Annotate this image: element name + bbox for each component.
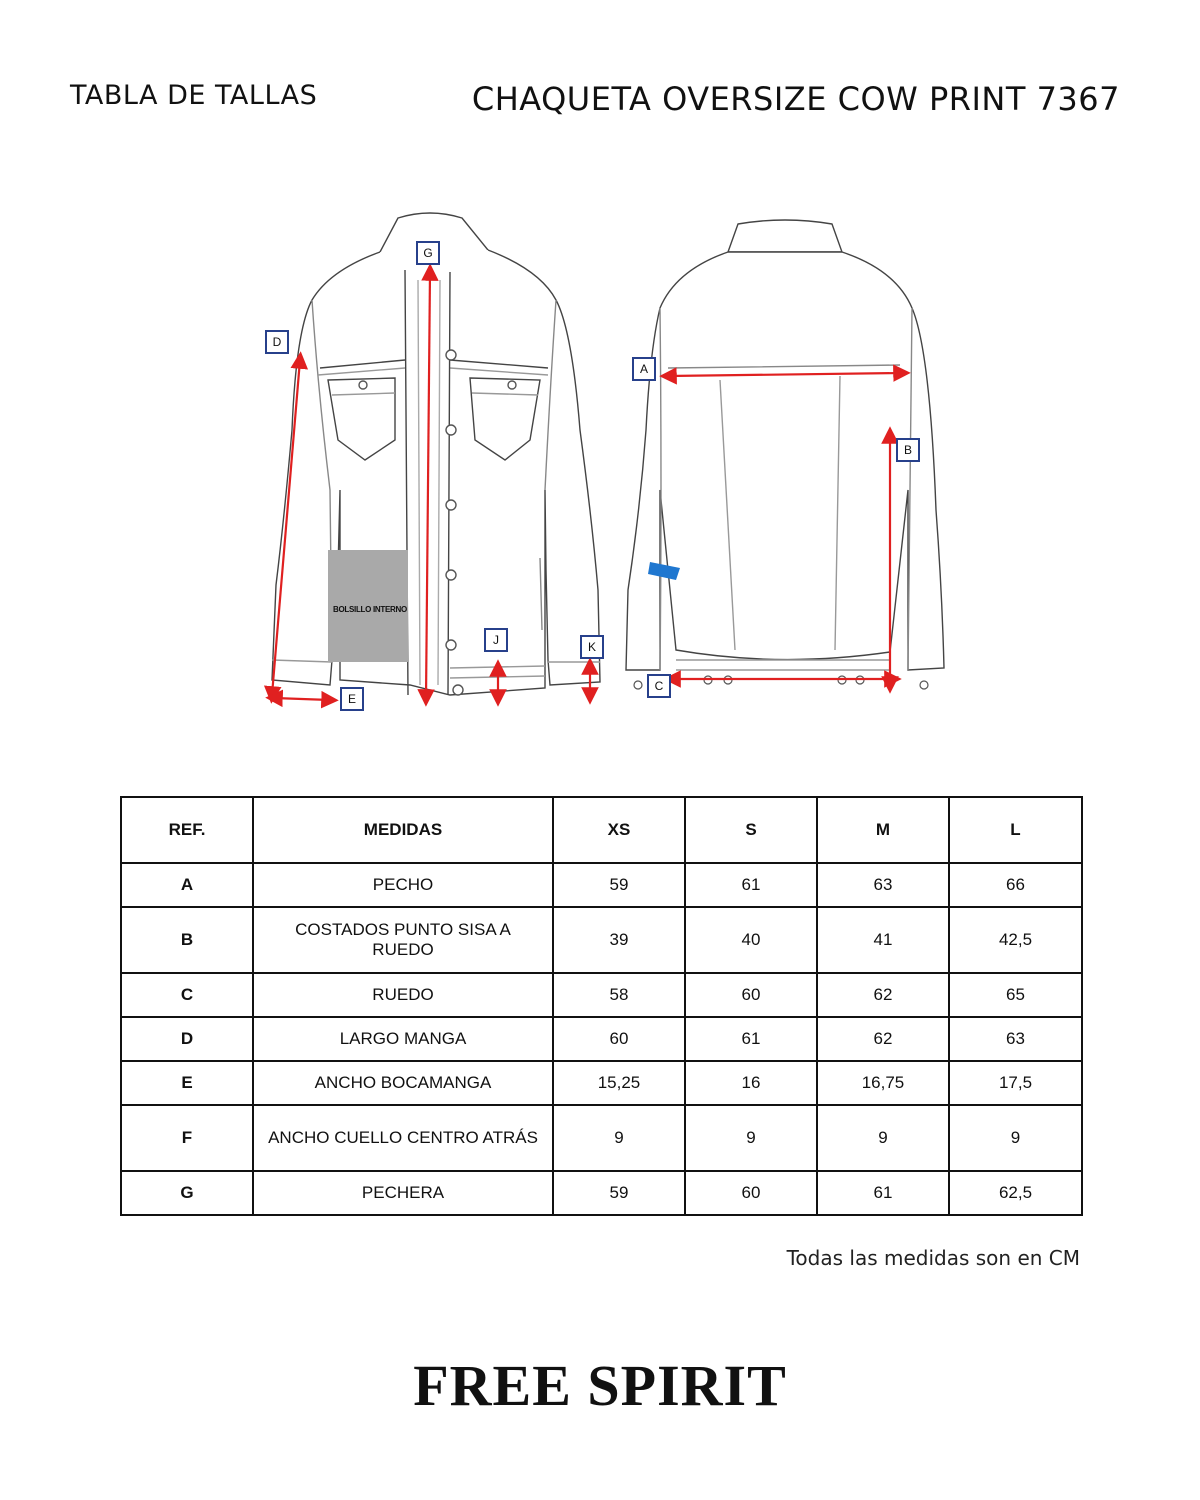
cell-s: 9 (685, 1105, 817, 1171)
header-l: L (949, 797, 1082, 863)
inner-pocket-label: BOLSILLO INTERNO (333, 605, 407, 614)
header-m: M (817, 797, 949, 863)
cell-l: 62,5 (949, 1171, 1082, 1215)
cell-xs: 9 (553, 1105, 685, 1171)
table-row (121, 907, 1082, 973)
cell-xs: 59 (553, 863, 685, 907)
label-a: A (632, 357, 656, 381)
cell-l: 65 (949, 973, 1082, 1017)
label-e: E (340, 687, 364, 711)
cell-s: 60 (685, 1171, 817, 1215)
header-xs: XS (553, 797, 685, 863)
table-row (121, 1171, 1082, 1215)
cell-m: 62 (817, 973, 949, 1017)
cell-ref: E (121, 1061, 253, 1105)
cell-xs: 39 (553, 907, 685, 973)
cell-m: 9 (817, 1105, 949, 1171)
cell-l: 17,5 (949, 1061, 1082, 1105)
brand-logo: FREE SPIRIT (413, 1353, 787, 1418)
label-k: K (580, 635, 604, 659)
table-header-row (121, 797, 1082, 863)
cell-ref: F (121, 1105, 253, 1171)
front-jacket (272, 213, 600, 695)
cell-l: 63 (949, 1017, 1082, 1061)
cell-ref: D (121, 1017, 253, 1061)
cell-xs: 60 (553, 1017, 685, 1061)
cell-m: 41 (817, 907, 949, 973)
cell-medida: ANCHO CUELLO CENTRO ATRÁS (253, 1105, 553, 1171)
header-ref: REF. (121, 797, 253, 863)
cell-l: 42,5 (949, 907, 1082, 973)
jacket-technical-drawing (0, 190, 1200, 730)
cell-s: 40 (685, 907, 817, 973)
arrow-e (274, 698, 330, 700)
label-b: B (896, 438, 920, 462)
cell-medida: LARGO MANGA (253, 1017, 553, 1061)
cell-medida: COSTADOS PUNTO SISA A RUEDO (253, 907, 553, 973)
cell-ref: B (121, 907, 253, 973)
cell-m: 63 (817, 863, 949, 907)
size-table (120, 796, 1083, 1216)
table-row (121, 1061, 1082, 1105)
cell-s: 16 (685, 1061, 817, 1105)
table-row (121, 1105, 1082, 1171)
cell-m: 62 (817, 1017, 949, 1061)
table-row (121, 863, 1082, 907)
label-j: J (484, 628, 508, 652)
units-note: Todas las medidas son en CM (786, 1246, 1080, 1270)
cell-medida: PECHO (253, 863, 553, 907)
label-d: D (265, 330, 289, 354)
cell-ref: G (121, 1171, 253, 1215)
cell-ref: C (121, 973, 253, 1017)
label-c: C (647, 674, 671, 698)
cell-medida: PECHERA (253, 1171, 553, 1215)
cell-xs: 58 (553, 973, 685, 1017)
cell-m: 61 (817, 1171, 949, 1215)
cell-medida: ANCHO BOCAMANGA (253, 1061, 553, 1105)
cell-xs: 15,25 (553, 1061, 685, 1105)
cell-s: 61 (685, 863, 817, 907)
cell-ref: A (121, 863, 253, 907)
table-row (121, 973, 1082, 1017)
cell-m: 16,75 (817, 1061, 949, 1105)
table-row (121, 1017, 1082, 1061)
header-medidas: MEDIDAS (253, 797, 553, 863)
cell-s: 60 (685, 973, 817, 1017)
cell-medida: RUEDO (253, 973, 553, 1017)
product-title: CHAQUETA OVERSIZE COW PRINT 7367 (471, 80, 1120, 118)
cell-xs: 59 (553, 1171, 685, 1215)
label-g: G (416, 241, 440, 265)
cell-l: 66 (949, 863, 1082, 907)
cell-l: 9 (949, 1105, 1082, 1171)
header-s: S (685, 797, 817, 863)
cell-s: 61 (685, 1017, 817, 1061)
size-chart-title: TABLA DE TALLAS (70, 80, 318, 111)
